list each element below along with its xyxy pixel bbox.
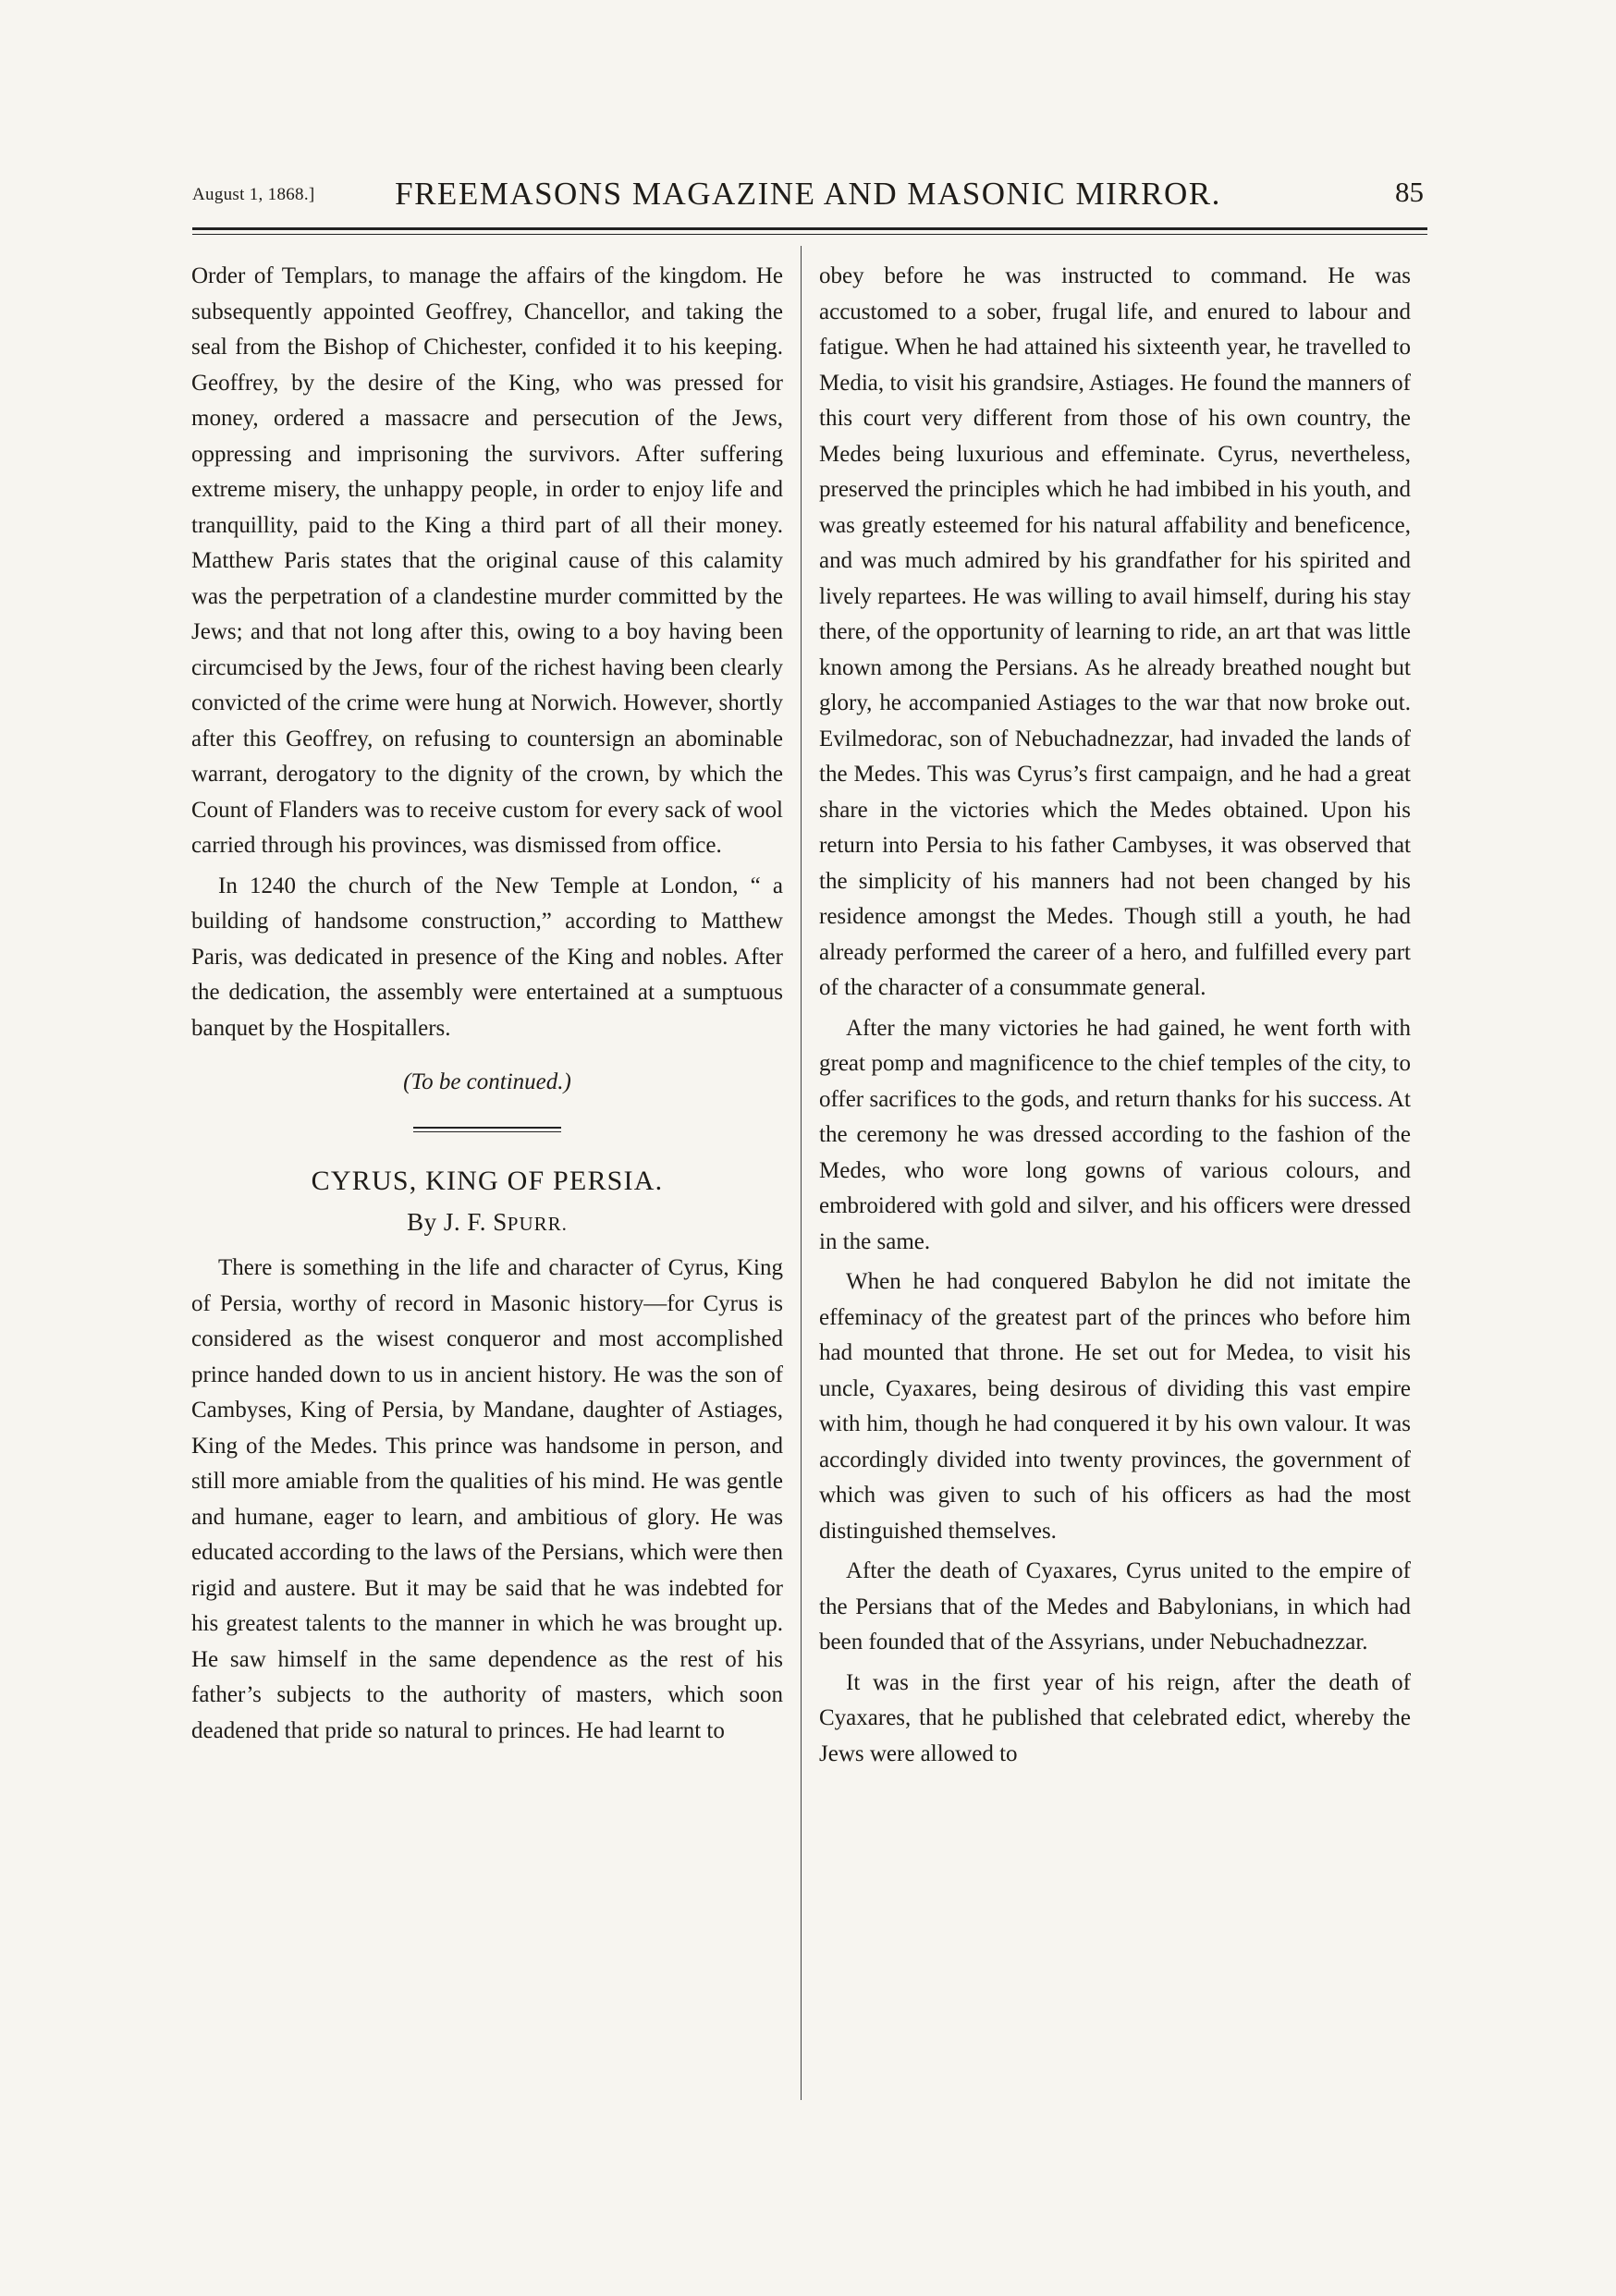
paragraph: There is something in the life and character of Cyrus, King of Persia, worthy of record in Masonic history—for Cyrus is considered as the wisest conqueror and most accomplished prince handed down to us in ancient history. He was the son of Cambyses, King of Persia, by Mandane, daughter of Astiages, King of the Medes. This prince was handsome in person, and still more amiable from the qualities of his mind. He was gentle and humane, eager to learn, and ambitious of glory. He was educated according to the laws of the Persians, which were then rigid and austere. But it may be said that he was indebted for his greatest talents to the manner in which he was brought up. He saw himself in the same dependence as the rest of his father’s subjects to the authority of masters, which soon deadened that pride so natural to princes. He had learnt to [191, 1255, 783, 1743]
paragraph: When he had conquered Babylon he did not imitate the effeminacy of the greatest part of the princes who before him had mounted that throne. He set out for Medea, to visit his uncle, Cyaxares, being desirous of dividing this vast empire with him, though he had conquered it by his own valour. It was accordingly divided into twenty provinces, the government of which was given to such of his officers as had the most distinguished themselves. [819, 1269, 1411, 1544]
paragraph: It was in the first year of his reign, after the death of Cyaxares, that he published that celebrated edict, whereby the Jews were allowed to [819, 1669, 1411, 1766]
article-byline [191, 1204, 783, 1242]
paragraph: After the many victories he had gained, he went forth with great pomp and magnificence to the chief temples of the city, to offer sacrifices to the gods, and return thanks for his success. At the ceremony he was dressed according to the fashion of the Medes, who wore long gowns of various colours, and embroidered with gold and silver, and his officers were dressed in the same. [819, 1015, 1411, 1254]
paragraph: Order of Templars, to manage the affairs of the kingdom. He subsequently appointed Geoffrey, Chancellor, and taking the seal from the Bishop of Chichester, confided it to his keeping. Geoffrey, by the desire of the King, who was pressed for money, ordered a massacre and persecution of the Jews, oppressing and imprisoning the survivors. After suffering extreme misery, the unhappy people, in order to enjoy life and tranquillity, paid to the King a third part of all their money. Matthew Paris states that the original cause of this calamity was the perpetration of a clandestine murder committed by the Jews; and that not long after this, owing to a boy having been circumcised by the Jews, four of the richest having been clearly convicted of the crime were hung at Norwich. However, shortly after this Geoffrey, on refusing to countersign an abominable warrant, derogatory to the dignity of the crown, by which the Count of Flanders was to receive custom for every sack of wool carried through his provinces, was dismissed from office. [191, 263, 783, 858]
paragraph: In 1240 the church of the New Temple at London, “ a building of handsome construction,” according to Matthew Paris, was dedicated in presence of the King and nobles. After the dedication, the assembly were entertained at a sumptuous banquet by the Hospitallers. [191, 873, 783, 1041]
article-title: CYRUS, KING OF PERSIA. [311, 1165, 664, 1196]
byline-text: By J. F. S [407, 1207, 508, 1236]
header-rule-thick [192, 227, 1427, 230]
page-number: 85 [1395, 176, 1424, 208]
section-separator [413, 1127, 561, 1132]
publication-title: FREEMASONS MAGAZINE AND MASONIC MIRROR. [395, 176, 1221, 212]
column-divider [801, 246, 802, 2100]
right-column [819, 259, 1411, 1772]
left-column [191, 259, 783, 1749]
byline-smallcaps: PURR. [507, 1212, 568, 1235]
running-header [192, 176, 1424, 213]
header-rule-thin [192, 234, 1427, 235]
issue-date: August 1, 1868.] [192, 185, 315, 204]
to-be-continued-note: (To be continued.) [403, 1069, 571, 1094]
paragraph: After the death of Cyaxares, Cyrus united to the empire of the Persians that of the Medes and Babylonians, in which had been founded that of the Assyrians, under Nebuchadnezzar. [819, 1558, 1411, 1655]
paragraph: obey before he was instructed to command. He was accustomed to a sober, frugal life, and enured to labour and fatigue. When he had attained his sixteenth year, he travelled to Media, to visit his grandsire, Astiages. He found the manners of this court very different from those of his own country, the Medes being luxurious and effeminate. Cyrus, nevertheless, preserved the principles which he had imbibed in his youth, and was greatly esteemed for his natural affability and beneficence, and was much admired by his grandfather for his spirited and lively repartees. He was willing to avail himself, during his stay there, of the opportunity of learning to ride, an art that was little known among the Persians. As he already breathed nought but glory, he accompanied Astiages to the war that now broke out. Evilmedorac, son of Nebuchadnezzar, had invaded the lands of the Medes. This was Cyrus’s first campaign, and he had a great share in the victories which the Medes obtained. Upon his return into Persia to his father Cambyses, it was observed that the simplicity of his manners had not been changed by his residence amongst the Medes. Though still a youth, he had already performed the career of a hero, and fulfilled every part of the character of a consummate general. [819, 263, 1411, 1000]
